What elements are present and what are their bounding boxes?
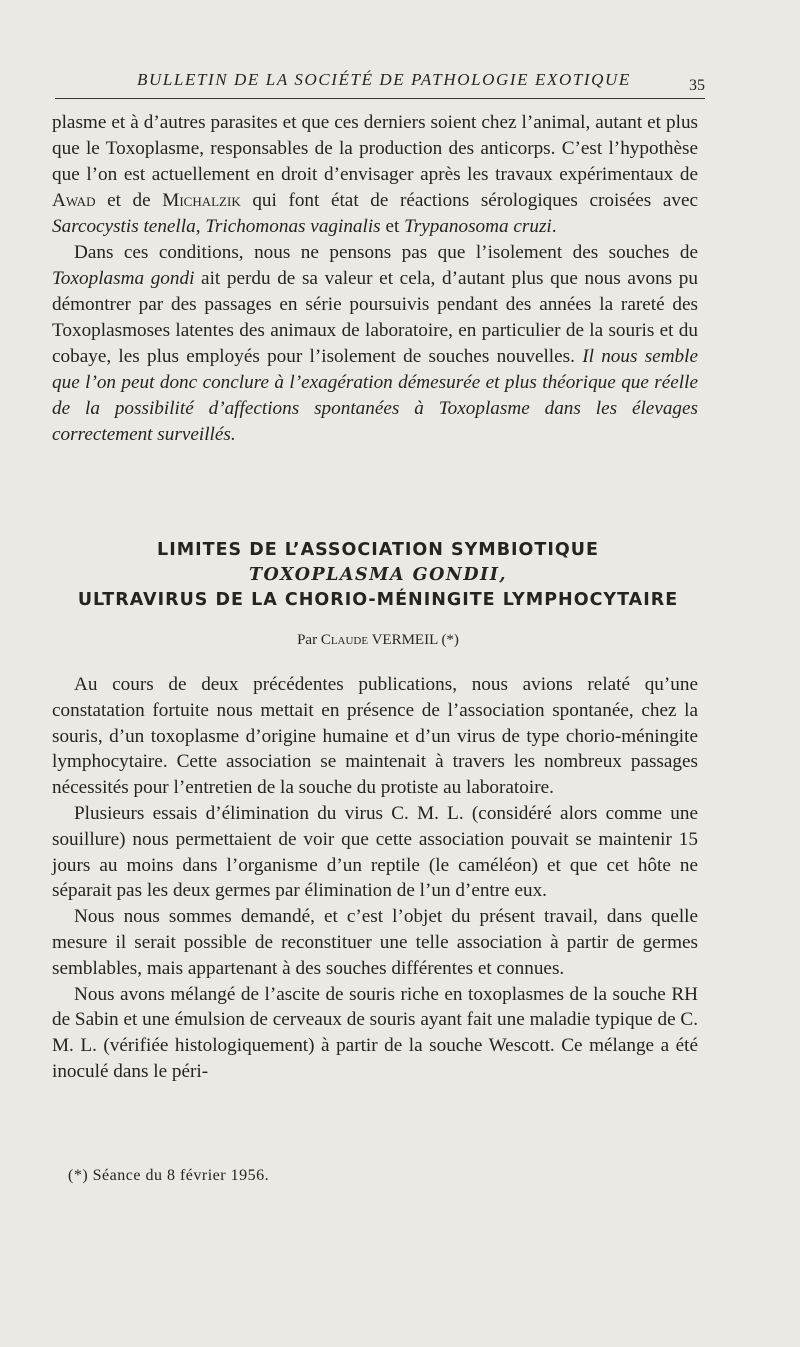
- author-last-name: VERMEIL: [371, 632, 438, 648]
- title-line-2: TOXOPLASMA GONDII,: [248, 565, 508, 585]
- article-paragraph-2: Plusieurs essais d’élimination du virus C. M. L. (considéré alors comme une souillure) nous permettaient de voir que cette association pouvait se maintenir 15 jours au moins dans l’organisme d’un reptile (le caméléon) et que cet hôte ne séparait pas les deux germes par élimination de l’un d’entre eux.: [52, 802, 698, 902]
- species-name: Sarcocystis tenella, Trichomonas vaginalis: [52, 216, 381, 237]
- footnote-marker: (*): [441, 632, 459, 648]
- title-line-3: ULTRAVIRUS DE LA CHORIO-MÉNINGITE LYMPHOCYTAIRE: [77, 590, 679, 610]
- species-name: Trypanosoma cruzi: [404, 216, 552, 237]
- title-line-1: LIMITES DE L’ASSOCIATION SYMBIOTIQUE: [157, 540, 599, 560]
- continued-text: [52, 110, 698, 448]
- page-header: [55, 66, 705, 106]
- article-paragraph-1: Au cours de deux précédentes publications, nous avions relaté qu’une constatation fortuite nous mettait en présence de l’association spontanée, chez la souris, d’un toxoplasme d’origine humaine et d’un virus de type chorio-méningite lymphocytaire. Cette association se maintenait à travers les nombreux passages nécessités pour l’entretien de la souche du protiste au laboratoire.: [52, 674, 698, 799]
- text-run: plasme et à d’autres parasites et que ces derniers soient chez l’animal, autant et plus que le Toxoplasme, responsables de la production des anticorps. C’est l’hypothèse que l’on est actuellement en droit d’envisager après les travaux expérimentaux de: [52, 112, 698, 185]
- text-run: qui font état de réactions sérologiques croisées avec: [240, 190, 698, 211]
- text-run: .: [551, 216, 557, 237]
- article-paragraph-4: Nous avons mélangé de l’ascite de souris riche en toxoplasmes de la souche RH de Sabin et une émulsion de cerveaux de souris ayant fait une maladie typique de C. M. L. (vérifiée histologiquement) à partir de la souche Wescott. Ce mélange a été inoculé dans le péri-: [52, 983, 698, 1082]
- paragraph-2: [52, 240, 698, 448]
- text-run: et de: [95, 190, 163, 211]
- article-body: [52, 672, 698, 1085]
- text-run: Dans ces conditions, nous ne pensons pas que l’isolement des souches de: [74, 242, 698, 263]
- byline: [52, 632, 704, 649]
- conclusion-italic: Il nous semble que l’on peut donc conclure à l’exagération démesurée et plus théorique que réelle de la possibilité d’affections spontanées à Toxoplasme dans les élevages correctement surveillés.: [52, 346, 698, 445]
- text-run: ait perdu de sa valeur et cela, d’autant plus que nous avons pu démontrer par des passages en série poursuivis pendant des années la rareté des Toxoplasmoses latentes des animaux de laboratoire, en particulier de la souris et du cobaye, les plus employés pour l’isolement de souches nouvelles.: [52, 268, 698, 367]
- byline-par: Par: [297, 632, 318, 648]
- species-name: Toxoplasma gondi: [52, 268, 195, 289]
- article-title: [52, 538, 704, 613]
- author-first-name: Claude: [320, 632, 369, 648]
- page-number: 35: [689, 77, 705, 94]
- author-name-michalzik: Michalzik: [162, 190, 241, 211]
- footnote: (*) Séance du 8 février 1956.: [68, 1167, 270, 1184]
- paragraph-1: [52, 110, 698, 240]
- running-head: BULLETIN DE LA SOCIÉTÉ DE PATHOLOGIE EXOTIQUE: [137, 70, 631, 89]
- text-run: et: [380, 216, 405, 237]
- header-rule: [55, 98, 705, 99]
- author-name-awad: Awad: [52, 190, 96, 211]
- article-paragraph-3: Nous nous sommes demandé, et c’est l’objet du présent travail, dans quelle mesure il serait possible de reconstituer une telle association à partir de germes semblables, mais appartenant à des souches différentes et connues.: [52, 906, 698, 979]
